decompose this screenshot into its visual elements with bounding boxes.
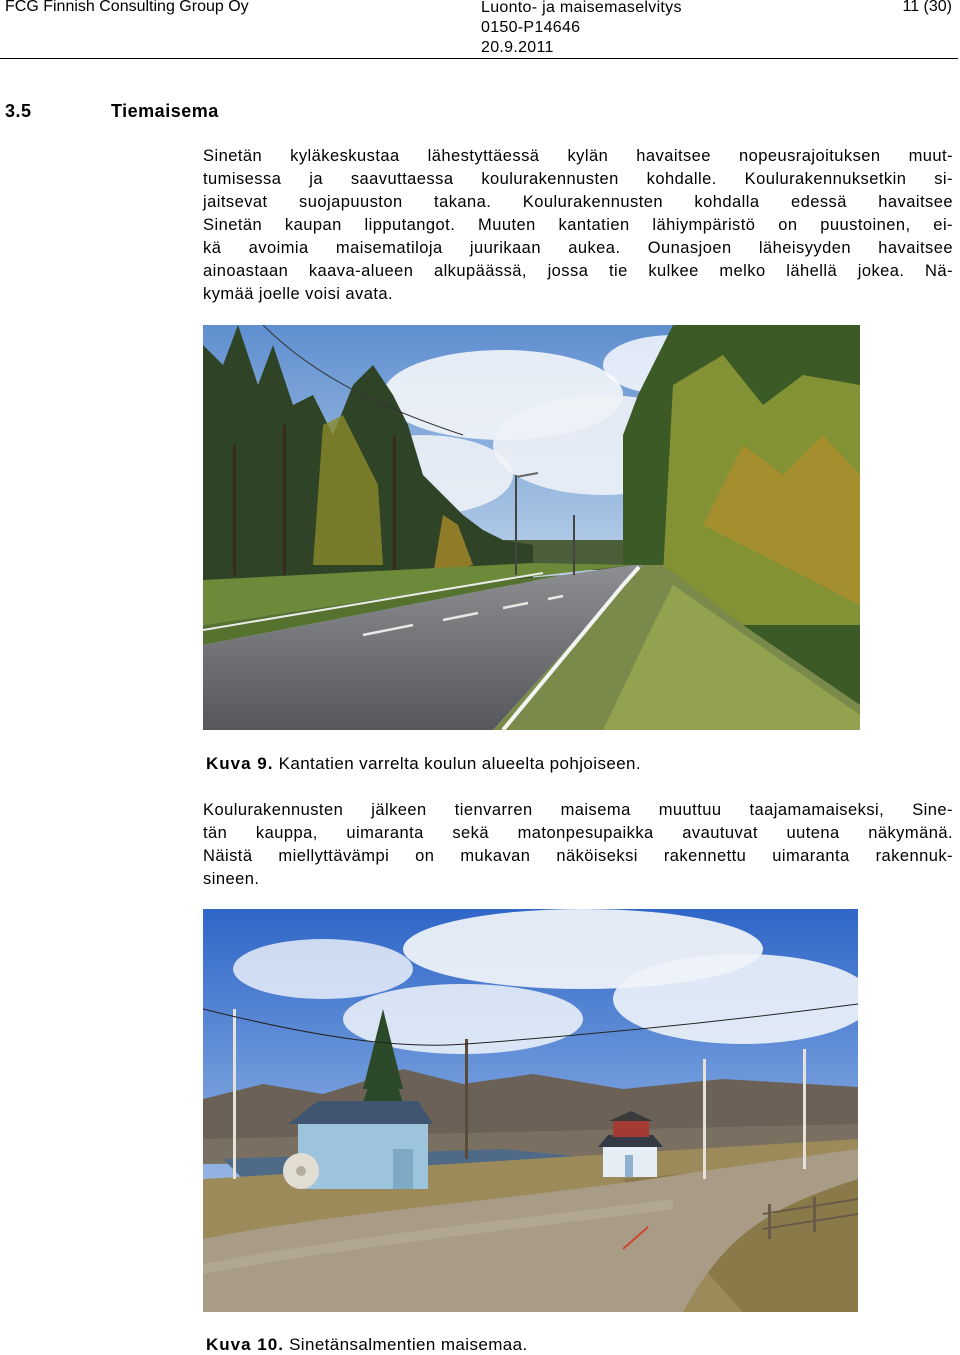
text-line: jaitsevat suojapuuston takana. Koulurakennusten kohdalla edessä havaitsee xyxy=(203,193,953,211)
paragraph-road-approach xyxy=(203,145,953,306)
photo-sinetansalmentie xyxy=(203,909,858,1312)
figure-label: Kuva 9. xyxy=(206,754,274,773)
company-name: FCG Finnish Consulting Group Oy xyxy=(5,0,249,15)
page-header xyxy=(0,0,960,60)
text-line: tän kauppa, uimaranta sekä matonpesupaikka avautuvat uutena näkymänä. xyxy=(203,824,953,842)
figure-caption xyxy=(206,754,641,774)
paragraph-village-landscape xyxy=(203,799,953,891)
text-line: ainoastaan kaava-alueen alkupäässä, jossa tie kulkee melko lähellä jokea. Nä- xyxy=(203,262,953,280)
figure-caption-text: Sinetänsalmentien maisemaa. xyxy=(289,1335,528,1354)
text-line: kä avoimia maisematiloja juurikaan aukea. Ounasjoen läheisyyden havaitsee xyxy=(203,239,953,257)
text-line: sineen. xyxy=(203,870,260,888)
section-heading xyxy=(5,101,219,122)
figure-label: Kuva 10. xyxy=(206,1335,284,1354)
document-title: Luonto- ja maisemaselvitys xyxy=(481,0,682,16)
figure-caption-text: Kantatien varrelta koulun alueelta pohjoiseen. xyxy=(278,754,642,773)
document-info xyxy=(481,0,682,58)
section-number: 3.5 xyxy=(5,101,32,121)
page-number: 11 (30) xyxy=(902,0,952,15)
header-divider xyxy=(0,58,958,59)
text-line: kymää joelle voisi avata. xyxy=(203,285,394,303)
document-date: 20.9.2011 xyxy=(481,39,554,56)
text-line: tumisessa ja saavuttaessa koulurakennusten kohdalle. Koulurakennuksetkin si- xyxy=(203,170,953,188)
text-line: Koulurakennusten jälkeen tienvarren maisema muuttuu taajamamaiseksi, Sine- xyxy=(203,801,953,819)
figure-caption xyxy=(206,1335,528,1355)
text-line: Sinetän kyläkeskustaa lähestyttäessä kylän havaitsee nopeusrajoituksen muut- xyxy=(203,147,953,165)
text-line: Näistä miellyttävämpi on mukavan näköiseksi rakennettu uimaranta rakennuk- xyxy=(203,847,953,865)
text-line: Sinetän kaupan lipputangot. Muuten kantatien lähiympäristö on puustoinen, ei- xyxy=(203,216,953,234)
photo-highway-north xyxy=(203,325,860,730)
document-code: 0150-P14646 xyxy=(481,19,581,36)
section-title: Tiemaisema xyxy=(111,101,219,121)
